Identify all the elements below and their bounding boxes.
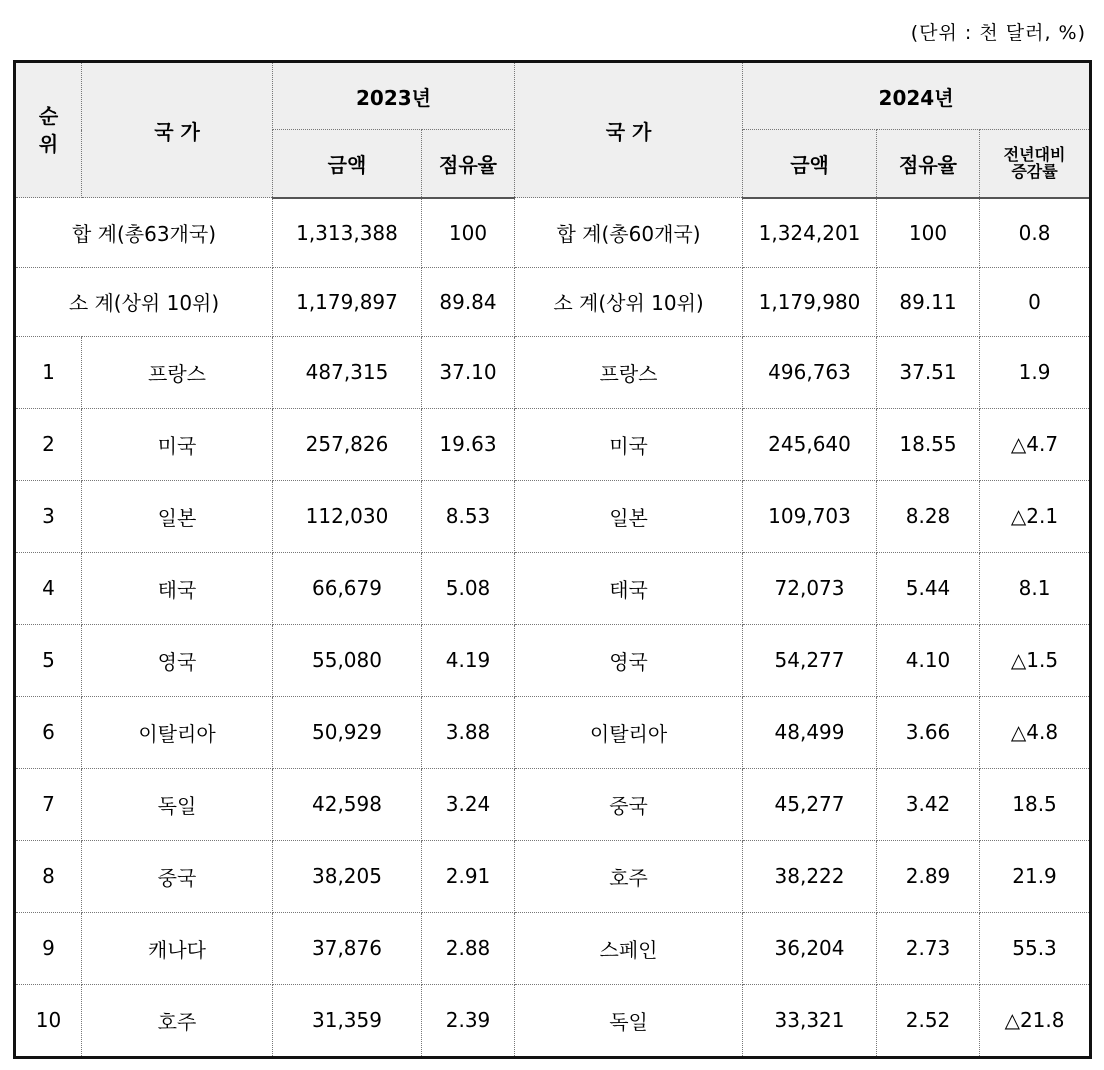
amount-2023-header: 금액 (273, 130, 422, 198)
country-2023-cell: 중국 (82, 840, 273, 912)
rank-cell: 4 (15, 552, 82, 624)
share-2024-cell: 18.55 (877, 408, 980, 480)
table-row (15, 480, 1091, 552)
rank-cell: 10 (15, 984, 82, 1057)
share-2023-header: 점유율 (422, 130, 515, 198)
change-header (980, 130, 1091, 198)
share-2024-cell: 2.73 (877, 912, 980, 984)
table-row (15, 840, 1091, 912)
amount-2024-cell: 48,499 (743, 696, 877, 768)
change-cell: △2.1 (980, 480, 1091, 552)
country-2023-cell: 호주 (82, 984, 273, 1057)
year-2023-header: 2023년 (273, 62, 515, 130)
subtotal-amount-2023: 1,179,897 (273, 267, 422, 336)
share-2024-cell: 4.10 (877, 624, 980, 696)
change-cell: △4.8 (980, 696, 1091, 768)
table-row (15, 696, 1091, 768)
share-2023-cell: 5.08 (422, 552, 515, 624)
share-2023-cell: 3.88 (422, 696, 515, 768)
rank-cell: 8 (15, 840, 82, 912)
table-header (15, 62, 1091, 198)
subtotal-share-2023: 89.84 (422, 267, 515, 336)
total-share-2023: 100 (422, 198, 515, 268)
country-2023-cell: 일본 (82, 480, 273, 552)
table-row (15, 408, 1091, 480)
rank-cell: 1 (15, 336, 82, 408)
header-row-1 (15, 62, 1091, 130)
subtotal-label-2024: 소 계(상위 10위) (515, 267, 743, 336)
subtotal-amount-2024: 1,179,980 (743, 267, 877, 336)
country-2024-cell: 스페인 (515, 912, 743, 984)
country-2024-cell: 호주 (515, 840, 743, 912)
amount-2023-cell: 37,876 (273, 912, 422, 984)
country-2024-cell: 일본 (515, 480, 743, 552)
subtotal-change: 0 (980, 267, 1091, 336)
rank-cell: 3 (15, 480, 82, 552)
share-2023-cell: 8.53 (422, 480, 515, 552)
amount-2024-cell: 33,321 (743, 984, 877, 1057)
share-2023-cell: 2.39 (422, 984, 515, 1057)
change-cell: 55.3 (980, 912, 1091, 984)
subtotal-label-2023: 소 계(상위 10위) (15, 267, 273, 336)
share-2023-cell: 4.19 (422, 624, 515, 696)
total-share-2024: 100 (877, 198, 980, 268)
rank-header-line1: 순 (38, 104, 59, 128)
country-2023-cell: 독일 (82, 768, 273, 840)
subtotal-share-2024: 89.11 (877, 267, 980, 336)
amount-2024-cell: 496,763 (743, 336, 877, 408)
country-2023-header: 국 가 (82, 62, 273, 198)
country-2024-header: 국 가 (515, 62, 743, 198)
table-row (15, 984, 1091, 1057)
amount-2024-cell: 36,204 (743, 912, 877, 984)
amount-2024-cell: 45,277 (743, 768, 877, 840)
amount-2024-cell: 38,222 (743, 840, 877, 912)
country-2024-cell: 프랑스 (515, 336, 743, 408)
amount-2023-cell: 112,030 (273, 480, 422, 552)
amount-2023-cell: 487,315 (273, 336, 422, 408)
rank-cell: 9 (15, 912, 82, 984)
share-2024-cell: 5.44 (877, 552, 980, 624)
amount-2024-cell: 54,277 (743, 624, 877, 696)
share-2024-cell: 37.51 (877, 336, 980, 408)
rank-cell: 6 (15, 696, 82, 768)
amount-2024-cell: 245,640 (743, 408, 877, 480)
total-change: 0.8 (980, 198, 1091, 268)
amount-2023-cell: 42,598 (273, 768, 422, 840)
rank-cell: 5 (15, 624, 82, 696)
table-row (15, 768, 1091, 840)
change-cell: △4.7 (980, 408, 1091, 480)
share-2024-cell: 3.42 (877, 768, 980, 840)
country-2024-cell: 이탈리아 (515, 696, 743, 768)
table-row (15, 624, 1091, 696)
share-2023-cell: 2.88 (422, 912, 515, 984)
amount-2023-cell: 38,205 (273, 840, 422, 912)
change-cell: 1.9 (980, 336, 1091, 408)
country-stats-table (13, 60, 1092, 1059)
change-cell: 18.5 (980, 768, 1091, 840)
total-amount-2024: 1,324,201 (743, 198, 877, 268)
country-2023-cell: 영국 (82, 624, 273, 696)
amount-2023-cell: 257,826 (273, 408, 422, 480)
share-2024-cell: 3.66 (877, 696, 980, 768)
amount-2023-cell: 55,080 (273, 624, 422, 696)
change-cell: 8.1 (980, 552, 1091, 624)
subtotal-row (15, 267, 1091, 336)
change-cell: △21.8 (980, 984, 1091, 1057)
share-2023-cell: 19.63 (422, 408, 515, 480)
share-2024-cell: 2.89 (877, 840, 980, 912)
table-row (15, 552, 1091, 624)
amount-2023-cell: 66,679 (273, 552, 422, 624)
amount-2023-cell: 50,929 (273, 696, 422, 768)
table-row (15, 336, 1091, 408)
rank-header-line2: 위 (38, 132, 59, 156)
change-cell: △1.5 (980, 624, 1091, 696)
country-2024-cell: 독일 (515, 984, 743, 1057)
country-2024-cell: 태국 (515, 552, 743, 624)
share-2023-cell: 2.91 (422, 840, 515, 912)
share-2023-cell: 3.24 (422, 768, 515, 840)
country-2024-cell: 미국 (515, 408, 743, 480)
rank-cell: 2 (15, 408, 82, 480)
change-header-line1: 전년대비 (1003, 145, 1066, 165)
share-2023-cell: 37.10 (422, 336, 515, 408)
total-label-2023: 합 계(총63개국) (15, 198, 273, 268)
country-2023-cell: 미국 (82, 408, 273, 480)
amount-2023-cell: 31,359 (273, 984, 422, 1057)
amount-2024-cell: 72,073 (743, 552, 877, 624)
share-2024-cell: 2.52 (877, 984, 980, 1057)
table-body (15, 198, 1091, 1058)
total-label-2024: 합 계(총60개국) (515, 198, 743, 268)
share-2024-header: 점유율 (877, 130, 980, 198)
share-2024-cell: 8.28 (877, 480, 980, 552)
year-2024-header: 2024년 (743, 62, 1091, 130)
country-2024-cell: 중국 (515, 768, 743, 840)
rank-header (15, 62, 82, 198)
change-header-line2: 증감률 (1011, 162, 1058, 182)
total-row (15, 198, 1091, 268)
change-cell: 21.9 (980, 840, 1091, 912)
total-amount-2023: 1,313,388 (273, 198, 422, 268)
unit-note: (단위 : 천 달러, %) (910, 22, 1086, 44)
amount-2024-header: 금액 (743, 130, 877, 198)
country-2023-cell: 캐나다 (82, 912, 273, 984)
amount-2024-cell: 109,703 (743, 480, 877, 552)
country-2023-cell: 프랑스 (82, 336, 273, 408)
country-2023-cell: 이탈리아 (82, 696, 273, 768)
country-2023-cell: 태국 (82, 552, 273, 624)
rank-cell: 7 (15, 768, 82, 840)
country-2024-cell: 영국 (515, 624, 743, 696)
table-row (15, 912, 1091, 984)
